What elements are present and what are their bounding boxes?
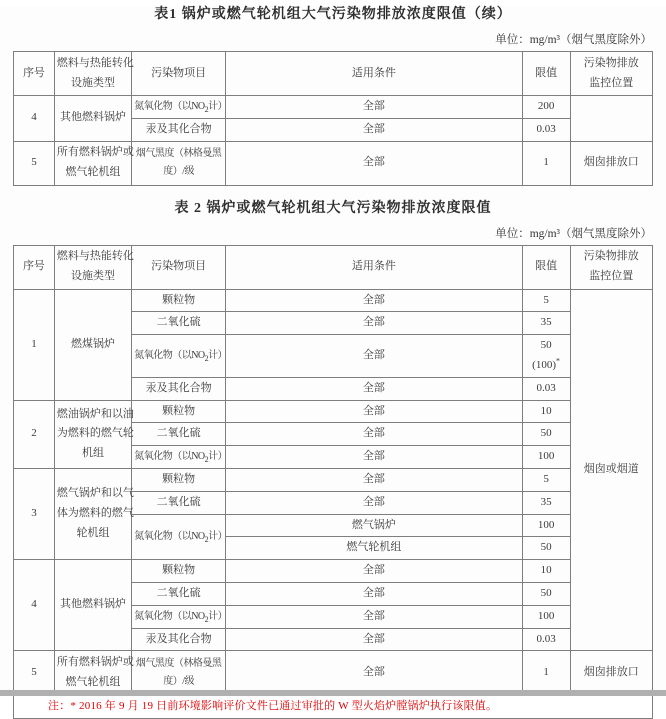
table-cell: 5 xyxy=(522,468,570,491)
table-cell: 全部 xyxy=(226,400,523,423)
table-cell: 其他燃料锅炉 xyxy=(54,560,131,651)
column-header: 限值 xyxy=(522,52,570,96)
table-row xyxy=(14,96,653,119)
column-header: 适用条件 xyxy=(226,245,523,289)
table-cell: 全部 xyxy=(226,118,523,141)
table-cell: 氮氧化物（以$NO_2$计） xyxy=(132,335,226,378)
table-cell: 燃气锅炉 xyxy=(226,514,523,537)
table-cell xyxy=(570,96,652,142)
table-cell: 35 xyxy=(522,312,570,335)
table-cell: 0.03 xyxy=(522,118,570,141)
column-header: 适用条件 xyxy=(226,52,523,96)
table-cell: 氮氧化物（以$NO_2$计） xyxy=(132,96,226,119)
column-header: 燃料与热能转化 设施类型 xyxy=(54,245,131,289)
table-cell: 其他燃料锅炉 xyxy=(54,96,131,142)
column-header: 污染物排放 监控位置 xyxy=(570,52,652,96)
column-header: 燃料与热能转化 设施类型 xyxy=(54,52,131,96)
emission-limits-table-1 xyxy=(13,51,653,186)
table-cell: 所有燃料锅炉或 燃气轮机组 xyxy=(54,651,131,695)
table-cell: 全部 xyxy=(226,335,523,378)
table-cell: 0.03 xyxy=(522,377,570,400)
table-cell: 燃气锅炉和以气 体为燃料的燃气 轮机组 xyxy=(54,468,131,559)
table-cell: 50 (100)* xyxy=(522,335,570,378)
table-row xyxy=(14,695,653,719)
table-cell: 汞及其化合物 xyxy=(132,377,226,400)
table-cell: 1 xyxy=(14,289,55,400)
table-row xyxy=(14,468,653,491)
table2-unit-label: 单位：mg/m³（烟气黑度除外） xyxy=(495,227,652,240)
table-cell: 200 xyxy=(522,96,570,119)
table-cell: 燃煤锅炉 xyxy=(54,289,131,400)
table-cell: 烟囱或烟道 xyxy=(570,289,652,651)
table-cell: 2 xyxy=(14,400,55,468)
page-bottom-edge xyxy=(0,690,666,696)
table-cell: 4 xyxy=(14,560,55,651)
table-cell: 全部 xyxy=(226,468,523,491)
table-cell: 10 xyxy=(522,560,570,583)
table-cell: 全部 xyxy=(226,491,523,514)
table-cell: 全部 xyxy=(226,582,523,605)
table-cell: 10 xyxy=(522,400,570,423)
table-cell: 1 xyxy=(522,141,570,185)
table-cell: 全部 xyxy=(226,377,523,400)
table-cell: 3 xyxy=(14,468,55,559)
table-cell: 烟气黑度（林格曼黑 度）/级 xyxy=(132,651,226,695)
table-cell: 全部 xyxy=(226,289,523,312)
table-row xyxy=(14,141,653,185)
table-cell: 100 xyxy=(522,605,570,628)
table-cell: 燃气轮机组 xyxy=(226,537,523,560)
table-cell: 4 xyxy=(14,96,55,142)
table-header-row xyxy=(14,245,653,289)
table-cell: 0.03 xyxy=(522,628,570,651)
table-cell: 烟囱排放口 xyxy=(570,141,652,185)
table-cell: 氮氧化物（以$NO_2$计） xyxy=(132,446,226,469)
table-cell: 全部 xyxy=(226,560,523,583)
table-cell: 全部 xyxy=(226,651,523,695)
table-row xyxy=(14,289,653,312)
table-cell: 氮氧化物（以$NO_2$计） xyxy=(132,605,226,628)
emission-limits-table-2 xyxy=(13,245,653,719)
table-cell: 所有燃料锅炉或 燃气轮机组 xyxy=(54,141,131,185)
table-cell: 50 xyxy=(522,423,570,446)
column-header: 序号 xyxy=(14,52,55,96)
table2-title: 表 2 锅炉或燃气轮机组大气污染物排放浓度限值 xyxy=(174,200,492,216)
table-cell: 100 xyxy=(522,514,570,537)
table-row xyxy=(14,651,653,695)
table-cell: 5 xyxy=(14,651,55,695)
table-cell: 1 xyxy=(522,651,570,695)
table-cell: 二氧化硫 xyxy=(132,491,226,514)
table-cell: 50 xyxy=(522,582,570,605)
table-cell: 颗粒物 xyxy=(132,468,226,491)
column-header: 污染物项目 xyxy=(132,245,226,289)
table-cell: 颗粒物 xyxy=(132,400,226,423)
column-header: 污染物项目 xyxy=(132,52,226,96)
table-cell: 燃油锅炉和以油 为燃料的燃气轮 机组 xyxy=(54,400,131,468)
column-header: 污染物排放 监控位置 xyxy=(570,245,652,289)
table-cell: 5 xyxy=(522,289,570,312)
table-cell: 全部 xyxy=(226,605,523,628)
table-cell: 100 xyxy=(522,446,570,469)
table-row xyxy=(14,560,653,583)
table-cell: 烟囱排放口 xyxy=(570,651,652,695)
table-cell: 汞及其化合物 xyxy=(132,118,226,141)
table1-unit-label: 单位：mg/m³（烟气黑度除外） xyxy=(495,34,652,46)
table1-title: 表1 锅炉或燃气轮机组大气污染物排放浓度限值（续） xyxy=(154,7,512,22)
table-cell: 全部 xyxy=(226,141,523,185)
table-cell: 二氧化硫 xyxy=(132,423,226,446)
table-cell: 35 xyxy=(522,491,570,514)
table-cell: 全部 xyxy=(226,423,523,446)
footnote: 注：* 2016 年 9 月 19 日前环境影响评价文件已通过审批的 W 型火焰炉膛锅炉执行该限值。 xyxy=(14,695,653,719)
table-cell: 全部 xyxy=(226,312,523,335)
table-cell: 全部 xyxy=(226,446,523,469)
table-cell: 颗粒物 xyxy=(132,560,226,583)
table-cell: 二氧化硫 xyxy=(132,582,226,605)
table-cell: 5 xyxy=(14,141,55,185)
document-page xyxy=(0,6,666,712)
table-cell: 汞及其化合物 xyxy=(132,628,226,651)
table-cell: 颗粒物 xyxy=(132,289,226,312)
table-row xyxy=(14,400,653,423)
table-cell: 二氧化硫 xyxy=(132,312,226,335)
table-cell: 全部 xyxy=(226,628,523,651)
table-cell: 氮氧化物（以$NO_2$计） xyxy=(132,514,226,560)
column-header: 限值 xyxy=(522,245,570,289)
table-cell: 50 xyxy=(522,537,570,560)
table-header-row xyxy=(14,52,653,96)
table-cell: 烟气黑度（林格曼黑 度）/级 xyxy=(132,141,226,185)
column-header: 序号 xyxy=(14,245,55,289)
table-cell: 全部 xyxy=(226,96,523,119)
